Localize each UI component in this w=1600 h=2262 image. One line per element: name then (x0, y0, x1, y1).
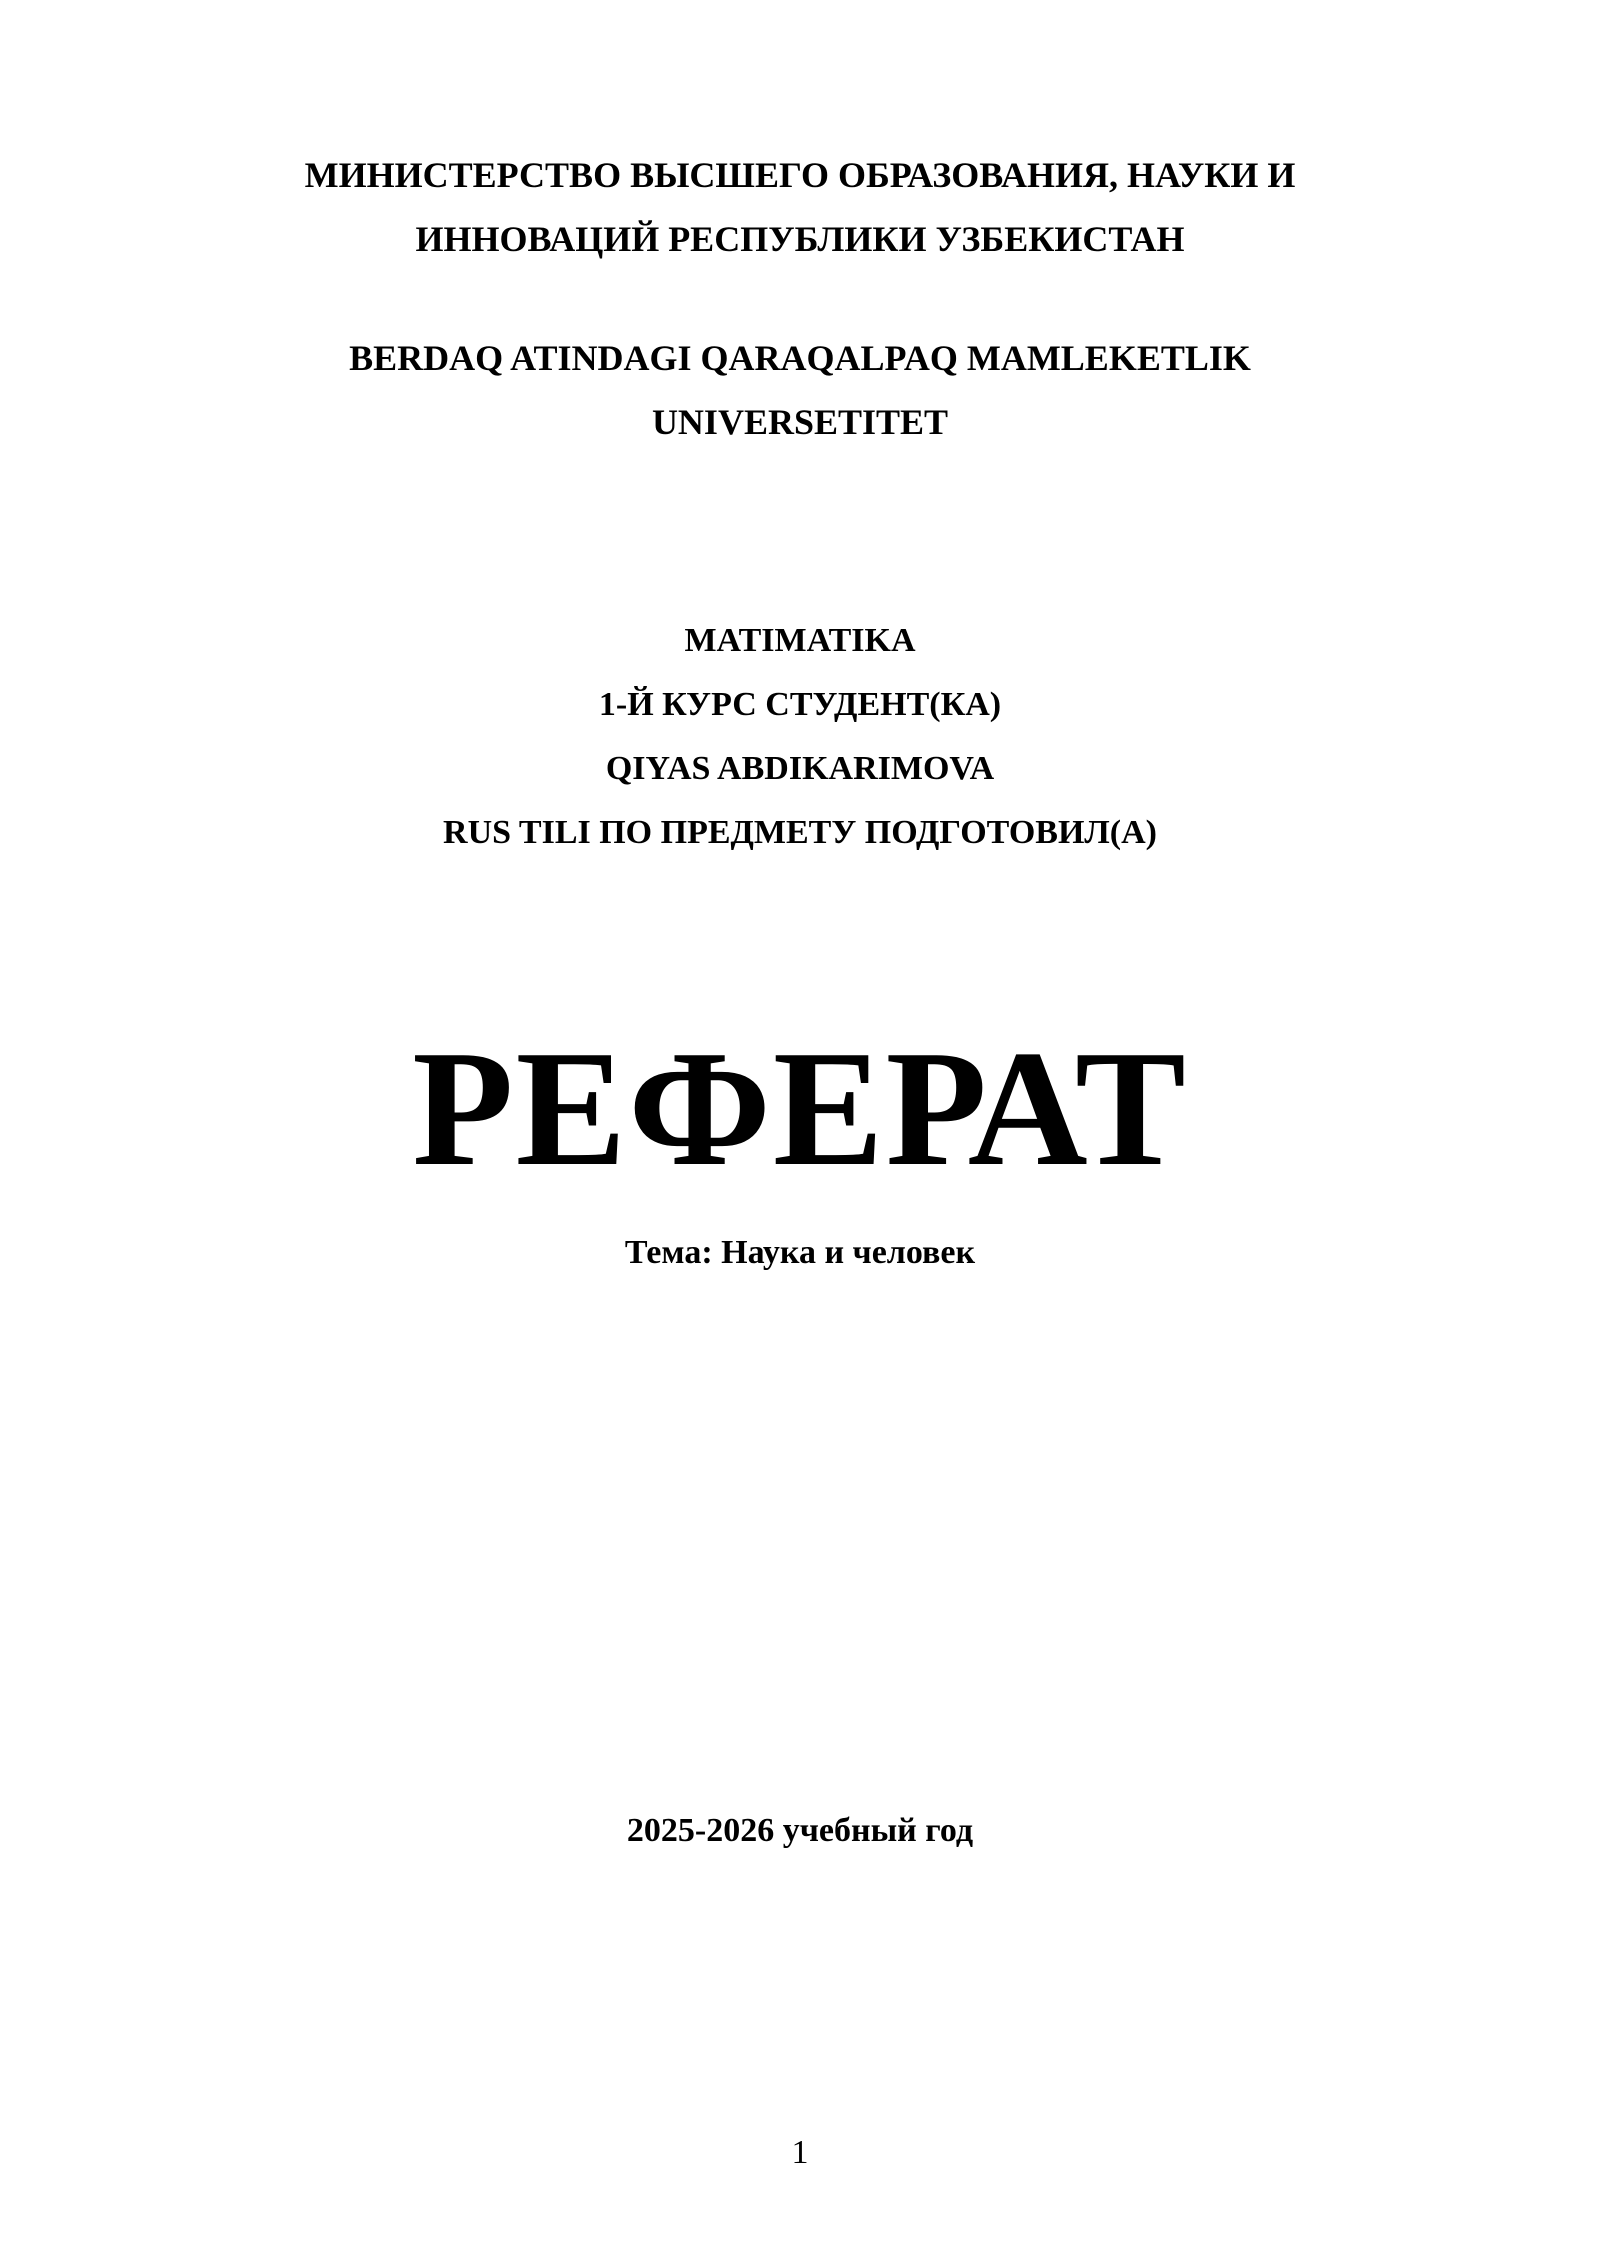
course-label: 1-Й КУРС СТУДЕНТ(КА) (598, 686, 1002, 723)
topic-line: Тема: Наука и человек (624, 1234, 976, 1271)
faculty-name: MATIMATIKA (684, 622, 916, 659)
student-name: QIYAS ABDIKARIMOVA (605, 750, 995, 787)
university-line-2: UNIVERSETITET (651, 402, 949, 442)
document-title: РЕФЕРАТ (412, 1016, 1188, 1200)
ministry-line-2: ИННОВАЦИЙ РЕСПУБЛИКИ УЗБЕКИСТАН (415, 219, 1185, 259)
university-line-1: BERDAQ ATINDAGI QARAQALPAQ MAMLEKETLIK (349, 338, 1251, 378)
subject-label: RUS TILI ПО ПРЕДМЕТУ ПОДГОТОВИЛ(А) (443, 814, 1157, 851)
ministry-line-1: МИНИСТЕРСТВО ВЫСШЕГО ОБРАЗОВАНИЯ, НАУКИ И (304, 155, 1296, 195)
page-number: 1 (791, 2134, 809, 2171)
academic-year: 2025-2026 учебный год (626, 1812, 974, 1849)
